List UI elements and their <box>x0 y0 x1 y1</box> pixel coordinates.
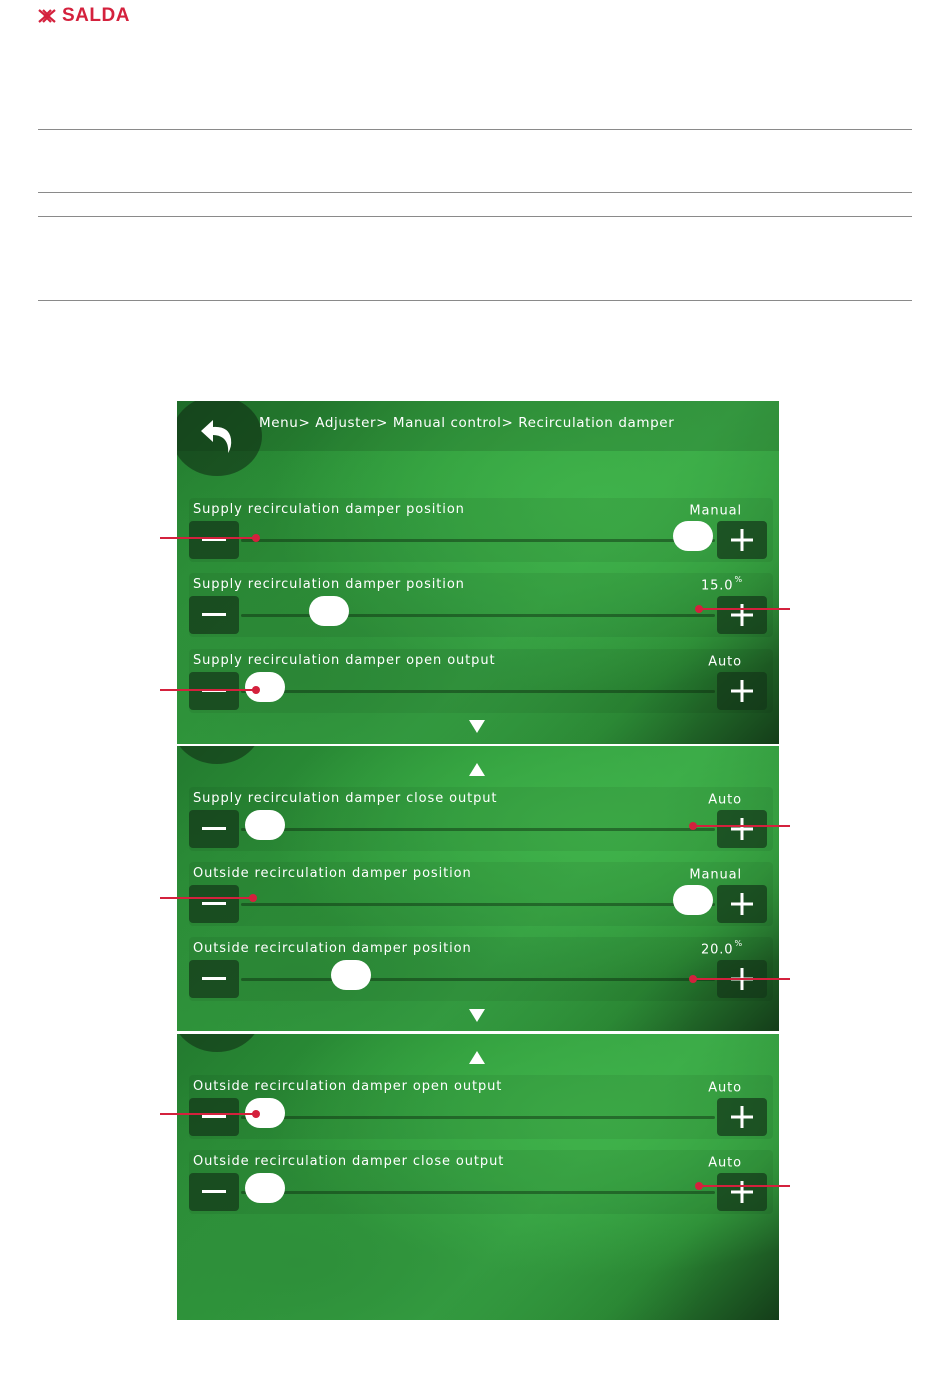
back-button[interactable] <box>195 411 241 457</box>
divider-1 <box>38 129 912 130</box>
increase-button[interactable] <box>717 810 767 848</box>
setting-label: Supply recirculation damper position <box>193 577 465 592</box>
minus-icon <box>202 613 226 617</box>
scroll-up-triangle-icon[interactable] <box>468 1050 486 1065</box>
salda-logo-icon <box>38 8 56 24</box>
increase-button[interactable] <box>717 1173 767 1211</box>
callout-line <box>692 825 790 827</box>
setting-value: Auto <box>708 792 742 808</box>
slider-track[interactable] <box>241 690 715 693</box>
callout-line <box>160 537 256 539</box>
decrease-button[interactable] <box>189 521 239 559</box>
divider-4 <box>38 300 912 301</box>
setting-row <box>189 787 773 851</box>
setting-value: Auto <box>708 1080 742 1096</box>
setting-value: Auto <box>708 1155 742 1171</box>
callout-dot <box>252 534 260 542</box>
setting-row <box>189 862 773 926</box>
setting-value: 15.0% <box>700 575 743 594</box>
decrease-button[interactable] <box>189 672 239 710</box>
corner-backdrop <box>177 1034 262 1052</box>
callout-line <box>160 1113 256 1115</box>
callout-dot <box>252 686 260 694</box>
setting-label: Outside recirculation damper open output <box>193 1079 503 1094</box>
slider-thumb[interactable] <box>245 672 285 702</box>
setting-value: 20.0% <box>700 939 743 958</box>
setting-row <box>189 649 773 713</box>
slider-thumb[interactable] <box>245 1173 285 1203</box>
divider-3 <box>38 216 912 217</box>
plus-icon <box>731 1106 753 1128</box>
decrease-button[interactable] <box>189 1173 239 1211</box>
setting-row <box>189 937 773 1001</box>
callout-dot <box>689 822 697 830</box>
decrease-button[interactable] <box>189 810 239 848</box>
back-arrow-icon <box>195 411 241 457</box>
salda-logo <box>38 5 130 27</box>
setting-value: Manual <box>689 503 742 519</box>
slider-track[interactable] <box>241 539 715 542</box>
slider-track[interactable] <box>241 1116 715 1119</box>
callout-line <box>698 1185 790 1187</box>
slider-track[interactable] <box>241 1191 715 1194</box>
decrease-button[interactable] <box>189 885 239 923</box>
setting-label: Outside recirculation damper position <box>193 941 472 956</box>
setting-row <box>189 1150 773 1214</box>
screen-1 <box>177 401 779 744</box>
slider-thumb[interactable] <box>309 596 349 626</box>
callout-dot <box>695 1182 703 1190</box>
plus-icon <box>731 893 753 915</box>
callout-dot <box>249 894 257 902</box>
divider-2 <box>38 192 912 193</box>
slider-track[interactable] <box>241 903 715 906</box>
setting-value: Auto <box>708 654 742 670</box>
slider-thumb[interactable] <box>331 960 371 990</box>
callout-dot <box>689 975 697 983</box>
plus-icon <box>731 818 753 840</box>
increase-button[interactable] <box>717 596 767 634</box>
callout-line <box>160 897 256 899</box>
plus-icon <box>731 529 753 551</box>
setting-label: Outside recirculation damper position <box>193 866 472 881</box>
scroll-up-triangle-icon[interactable] <box>468 762 486 777</box>
screen-3 <box>177 1034 779 1320</box>
brand-name: SALDA <box>62 5 130 26</box>
setting-row <box>189 573 773 637</box>
setting-label: Supply recirculation damper position <box>193 502 465 517</box>
setting-label: Outside recirculation damper close output <box>193 1154 505 1169</box>
corner-backdrop <box>177 746 262 764</box>
setting-label: Supply recirculation damper close output <box>193 791 498 806</box>
callout-dot <box>695 605 703 613</box>
setting-value: Manual <box>689 867 742 883</box>
screen-2 <box>177 746 779 1031</box>
decrease-button[interactable] <box>189 960 239 998</box>
breadcrumb: Menu> Adjuster> Manual control> Recirculation damper <box>259 415 675 431</box>
minus-icon <box>202 977 226 981</box>
slider-track[interactable] <box>241 978 715 981</box>
minus-icon <box>202 1190 226 1194</box>
increase-button[interactable] <box>717 1098 767 1136</box>
callout-dot <box>252 1110 260 1118</box>
increase-button[interactable] <box>717 672 767 710</box>
decrease-button[interactable] <box>189 1098 239 1136</box>
plus-icon <box>731 680 753 702</box>
setting-row <box>189 1075 773 1139</box>
callout-line <box>698 608 790 610</box>
callout-line <box>160 689 256 691</box>
minus-icon <box>202 827 226 831</box>
setting-row <box>189 498 773 562</box>
setting-label: Supply recirculation damper open output <box>193 653 496 668</box>
slider-track[interactable] <box>241 828 715 831</box>
decrease-button[interactable] <box>189 596 239 634</box>
minus-icon <box>202 902 226 906</box>
scroll-down-triangle-icon[interactable] <box>468 719 486 734</box>
slider-thumb[interactable] <box>673 521 713 551</box>
slider-thumb[interactable] <box>245 810 285 840</box>
callout-line <box>692 978 790 980</box>
increase-button[interactable] <box>717 885 767 923</box>
minus-icon <box>202 1115 226 1119</box>
slider-thumb[interactable] <box>673 885 713 915</box>
scroll-down-triangle-icon[interactable] <box>468 1008 486 1023</box>
increase-button[interactable] <box>717 521 767 559</box>
